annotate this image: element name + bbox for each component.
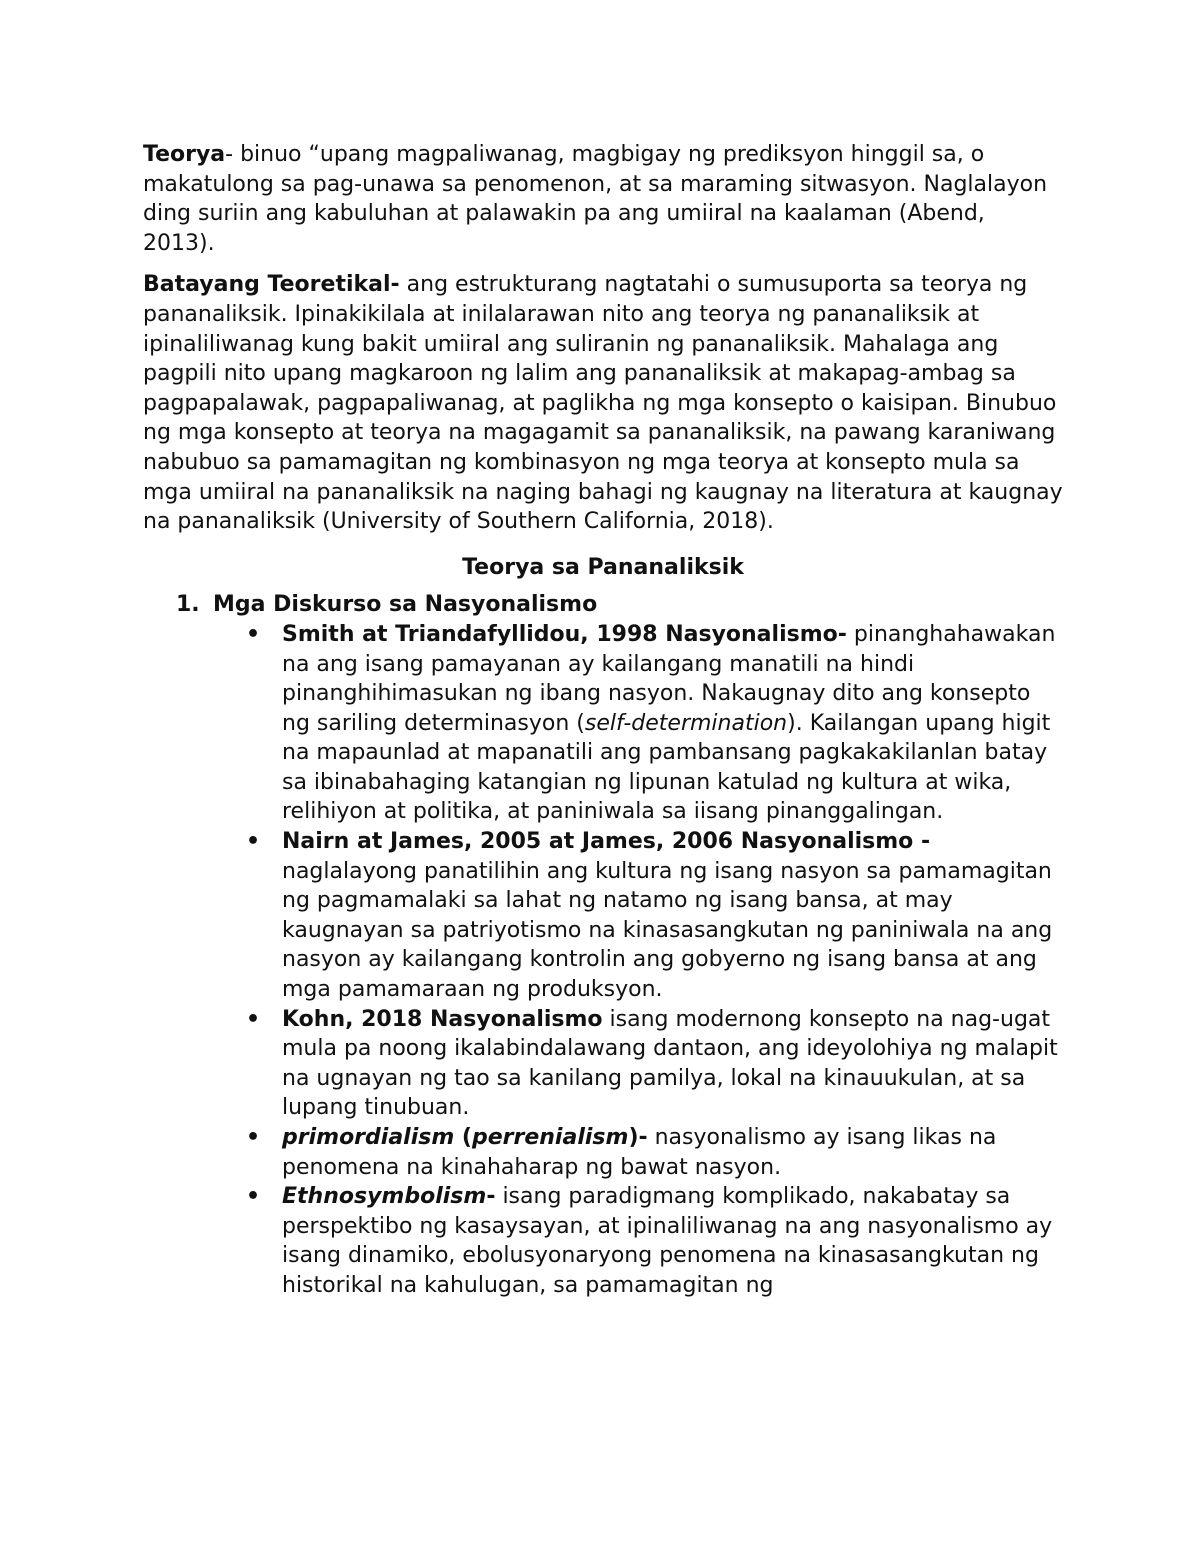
- bullet-heading: Smith at Triandafyllidou, 1998 Nasyonalismo-: [282, 621, 847, 647]
- numbered-list: [143, 590, 1063, 1300]
- term-batayang-teoretikal: Batayang Teoretikal-: [143, 272, 400, 298]
- bullet-item-kohn: [143, 1005, 1063, 1123]
- term-teorya: Teorya: [143, 142, 226, 167]
- paragraph-batayang-teoretikal: [143, 270, 1063, 536]
- bullet-heading: Kohn, 2018 Nasyonalismo: [282, 1006, 603, 1032]
- bullet-italic-term: self-determination: [584, 710, 788, 736]
- list-item-heading: [176, 590, 1063, 620]
- list-item-title: Mga Diskurso sa Nasyonalismo: [213, 592, 598, 618]
- bullet-heading: Ethnosymbolism: [282, 1184, 487, 1210]
- bullet-text-cont: ). Kailangan upang higit na mapaunlad at mapanatili ang pambansang pagkakakilanlan batay sa ibinabahaging katangian ng lipunan katulad ng kultura at wika, relihiyon at politika, at paniniwala sa iisang pinanggalingan.: [282, 710, 1051, 825]
- list-number: 1.: [176, 592, 200, 618]
- bullet-item-ethnosymbolism: [143, 1182, 1063, 1300]
- bullet-text: pinanghahawakan na ang isang pamayanan ay kailangang manatili na hindi pinanghihimasukan ng ibang nasyon. Nakaugnay dito ang konsepto ng sariling determinasyon (: [282, 621, 1056, 736]
- bullet-heading: Nairn at James, 2005 at James, 2006 Nasyonalismo -: [282, 829, 931, 855]
- document-page: [143, 140, 1063, 1301]
- bullet-item-primordialism: [143, 1123, 1063, 1182]
- bullet-item-smith: [143, 620, 1063, 827]
- bullet-icon: •: [246, 1006, 261, 1032]
- bullet-heading-close: )-: [628, 1125, 648, 1150]
- bullet-list: [143, 620, 1063, 1301]
- bullet-text: isang paradigmang komplikado, nakabatay sa perspektibo ng kasaysayan, at ipinaliliwanag na ang nasyonalismo ay isang dinamiko, ebolusyonaryong penomena na kinasasangkutan ng historikal na kahulugan, sa pamamagitan ng: [282, 1184, 1053, 1298]
- bullet-text: naglalayong panatilihin ang kultura ng isang nasyon sa pamamagitan ng pagmamalaki sa lahat ng natamo ng isang bansa, at may kaugnayan sa patriyotismo na kinasasangkutan ng paniniwala na ang nasyon ay kailangang kontrolin ang gobyerno ng isang bansa at ang mga pamamaraan ng produksyon.: [282, 858, 1053, 1003]
- paragraph-teorya: [143, 140, 1063, 258]
- teorya-definition: - binuo “upang magpaliwanag, magbigay ng prediksyon hinggil sa, o makatulong sa pag-unawa sa penomenon, at sa maraming sitwasyon. Naglalayon ding suriin ang kabuluhan at palawakin pa ang umiiral na kaalaman (Abend, 2013).: [143, 142, 1048, 256]
- batayang-teoretikal-definition: ang estrukturang nagtatahi o sumusuporta sa teorya ng pananaliksik. Ipinakikilala at inilalarawan nito ang teorya ng pananaliksik at ipinaliliwanag kung bakit umiiral ang suliranin ng pananaliksik. Mahalaga ang pagpili nito upang magkaroon ng lalim ang pananaliksik at makapag-ambag sa pagpapalawak, pagpapaliwanag, at paglikha ng mga konsepto o kaisipan. Binubuo ng mga konsepto at teorya na magagamit sa pananaliksik, na pawang karaniwang nabubuo sa pamamagitan ng kombinasyon ng mga teorya at konsepto mula sa mga umiiral na pananaliksik na naging bahagi ng kaugnay na literatura at kaugnay na pananaliksik (University of Southern California, 2018).: [143, 272, 1063, 535]
- bullet-heading-alt: perrenialism: [471, 1125, 629, 1150]
- bullet-text: isang modernong konsepto na nag-ugat mula pa noong ikalabindalawang dantaon, ang ideyolohiya ng malapit na ugnayan ng tao sa kanilang pamilya, lokal na kinauukulan, at sa lupang tinubuan.: [282, 1006, 1058, 1121]
- section-heading: Teorya sa Pananaliksik: [462, 554, 744, 580]
- list-item-diskurso: [143, 590, 1063, 1300]
- bullet-heading-paren: (: [454, 1125, 472, 1150]
- bullet-icon: •: [246, 621, 261, 647]
- bullet-icon: •: [246, 1184, 261, 1210]
- bullet-icon: •: [246, 1125, 261, 1150]
- bullet-heading-dash: -: [486, 1184, 496, 1210]
- bullet-text: nasyonalismo ay isang likas na penomena na kinahaharap ng bawat nasyon.: [282, 1125, 997, 1180]
- bullet-item-nairn: [143, 827, 1063, 1005]
- bullet-heading: primordialism: [282, 1125, 455, 1150]
- bullet-icon: •: [246, 829, 261, 855]
